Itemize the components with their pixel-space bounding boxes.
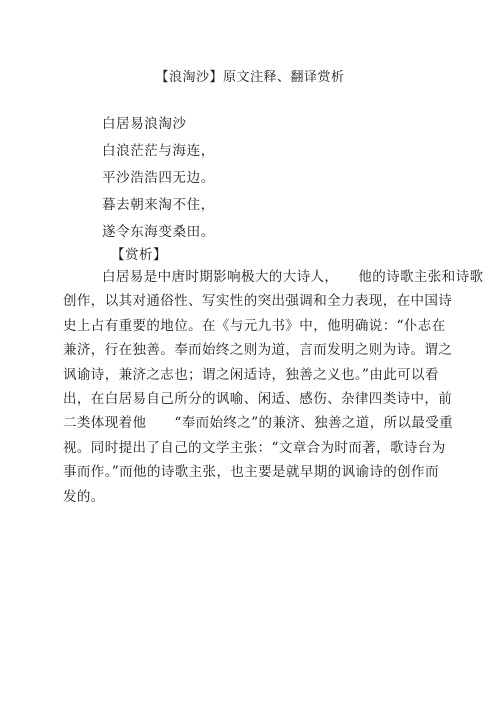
body-text: 出，在白居易自己所分的讽喻、闲适、感伤、杂律四类诗中，前 bbox=[63, 390, 453, 407]
body-text: 二类体现着他 bbox=[63, 415, 147, 432]
poem-line: 平沙浩浩四无边。 bbox=[102, 170, 215, 186]
body-text: 讽谕诗，兼济之志也；谓之闲适诗，独善之义也。”由此可以看 bbox=[63, 366, 439, 383]
body-line bbox=[63, 363, 443, 387]
section-heading: 【赏析】 bbox=[111, 247, 167, 263]
body-text: 发的。 bbox=[63, 488, 105, 505]
body-line bbox=[63, 411, 454, 435]
poem-line: 白居易浪淘沙 bbox=[102, 116, 187, 132]
body-line bbox=[63, 485, 443, 509]
body-line bbox=[63, 289, 453, 313]
commentary-body bbox=[63, 265, 484, 509]
body-text: 创作，以其对通俗性、写实性的突出强调和全力表现，在中国诗 bbox=[63, 293, 453, 310]
body-text: 白居易是中唐时期影响极大的大诗人， bbox=[102, 269, 339, 285]
body-line bbox=[63, 265, 484, 289]
document-title: 【浪淘沙】原文注释、翻译赏析 bbox=[155, 70, 345, 85]
body-text: “奉而始终之”的兼济、独善之道，所以最受重 bbox=[174, 415, 454, 432]
body-line bbox=[63, 436, 446, 460]
body-line bbox=[63, 338, 453, 362]
body-text: 他的诗歌主张和诗歌 bbox=[358, 269, 484, 285]
poem-line: 白浪茫茫与海连， bbox=[102, 143, 215, 159]
body-text: 视。同时提出了自己的文学主张：“文章合为时而著，歌诗台为 bbox=[63, 439, 446, 456]
body-line bbox=[63, 314, 446, 338]
body-text: 事而作。”而他的诗歌主张，也主要是就早期的讽谕诗的创作而 bbox=[63, 464, 439, 481]
poem-line: 遂令东海变桑田。 bbox=[102, 224, 215, 240]
body-line bbox=[63, 387, 453, 411]
poem-line: 暮去朝来淘不住， bbox=[102, 197, 215, 213]
body-text: 史上占有重要的地位。在《与元九书》中，他明确说：“仆志在 bbox=[63, 317, 446, 334]
body-line bbox=[63, 460, 443, 484]
poem bbox=[102, 111, 215, 246]
body-text: 兼济，行在独善。奉而始终之则为道，言而发明之则为诗。谓之 bbox=[63, 342, 453, 359]
